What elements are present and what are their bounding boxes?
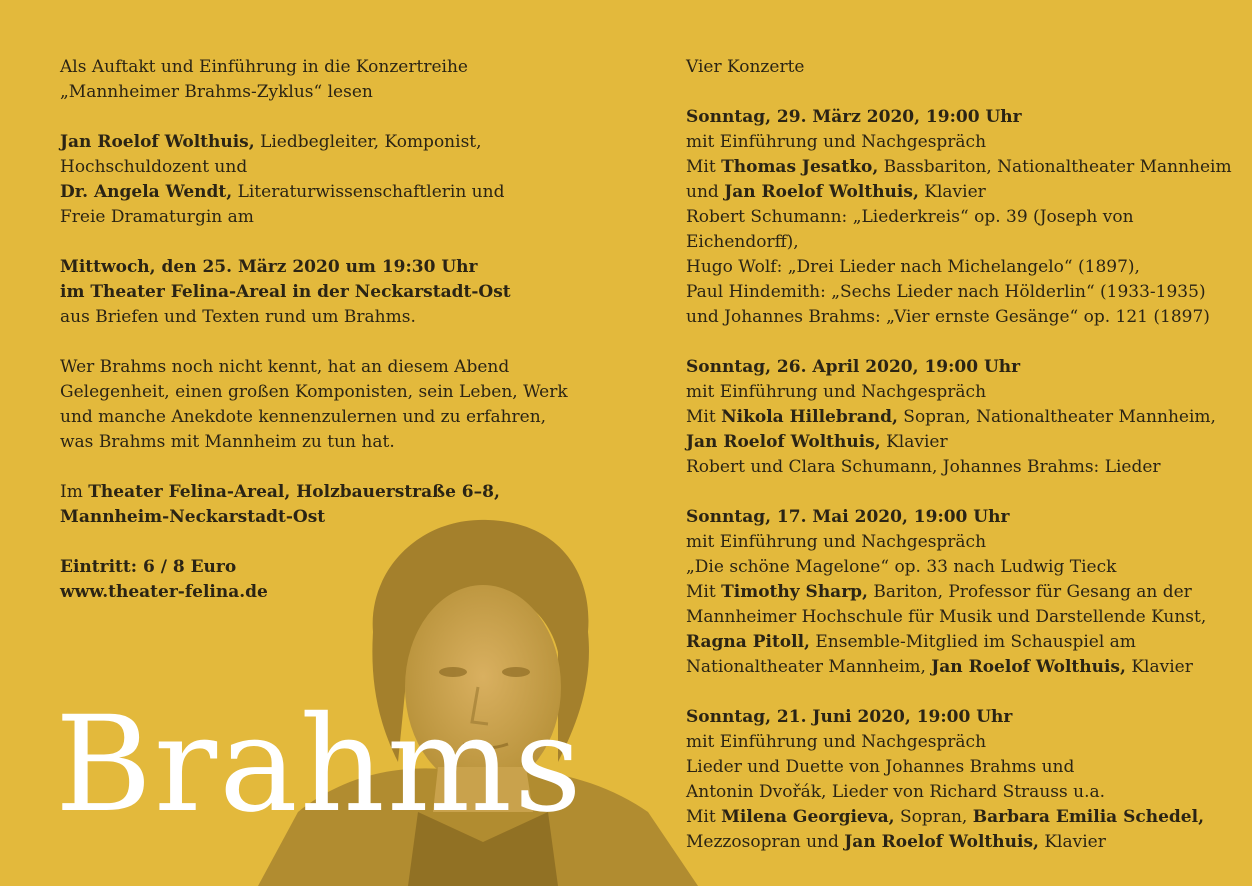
performer-name: Jan Roelof Wolthuis, (844, 832, 1039, 852)
event-description: aus Briefen und Texten rund um Brahms. (60, 307, 416, 327)
concert-2-line: Jan Roelof Wolthuis, Klavier (686, 432, 948, 452)
description-line-4: was Brahms mit Mannheim zu tun hat. (60, 432, 395, 452)
concert-3-line: Mannheimer Hochschule für Musik und Darstellende Kunst, (686, 607, 1207, 627)
venue-prefix: Im (60, 482, 89, 502)
concert-4-line: mit Einführung und Nachgespräch (686, 732, 987, 752)
concert-3-line: Ragna Pitoll, Ensemble-Mitglied im Schauspiel am (686, 632, 1136, 652)
concert-3-date: Sonntag, 17. Mai 2020, 19:00 Uhr (686, 507, 1010, 527)
performer-name: Nikola Hillebrand, (721, 407, 898, 427)
concert-1-line: Hugo Wolf: „Drei Lieder nach Michelangelo“ (1897), (686, 257, 1140, 277)
speaker-1-name: Jan Roelof Wolthuis, (60, 132, 255, 152)
venue-line-1 (60, 480, 580, 505)
brahms-title: Brahms (55, 688, 584, 842)
concert-2-line: Mit Nikola Hillebrand, Sopran, Nationaltheater Mannheim, (686, 407, 1216, 427)
concert-1-line: Paul Hindemith: „Sechs Lieder nach Hölderlin“ (1933-1935) (686, 282, 1206, 302)
venue-address: Theater Felina-Areal, Holzbauerstraße 6–8, (88, 482, 500, 502)
speaker-2-role: Literaturwissenschaftlerin und (232, 182, 505, 202)
event-date-text: Mittwoch, den 25. März 2020 um 19:30 Uhr (60, 257, 478, 277)
concert-2 (686, 355, 1246, 480)
concert-4-line: Mezzosopran und Jan Roelof Wolthuis, Klavier (686, 832, 1106, 852)
concert-4-date: Sonntag, 21. Juni 2020, 19:00 Uhr (686, 707, 1013, 727)
description-line-3: und manche Anekdote kennenzulernen und zu erfahren, (60, 407, 547, 427)
speaker-1-role-2: Hochschuldozent und (60, 157, 248, 177)
concert-1-line: und Johannes Brahms: „Vier ernste Gesänge“ op. 121 (1897) (686, 307, 1210, 327)
performer-name: Milena Georgieva, (721, 807, 895, 827)
performer-name: Ragna Pitoll, (686, 632, 810, 652)
website-link[interactable] (60, 580, 580, 605)
concert-3-line: „Die schöne Magelone“ op. 33 nach Ludwig Tieck (686, 557, 1117, 577)
concert-3-line: Mit Timothy Sharp, Bariton, Professor für Gesang an der (686, 582, 1192, 602)
venue-district: Mannheim-Neckarstadt-Ost (60, 507, 326, 527)
concert-1-line: Mit Thomas Jesatko, Bassbariton, Nationaltheater Mannheim (686, 157, 1232, 177)
concert-4-line: Lieder und Duette von Johannes Brahms und (686, 757, 1075, 777)
admission-text: Eintritt: 6 / 8 Euro (60, 557, 237, 577)
concert-1 (686, 105, 1246, 330)
intro-line-2: „Mannheimer Brahms-Zyklus“ lesen (60, 82, 373, 102)
performer-name: Timothy Sharp, (721, 582, 868, 602)
admission (60, 555, 580, 580)
concert-1-line: und Jan Roelof Wolthuis, Klavier (686, 182, 986, 202)
speaker-2 (60, 180, 580, 205)
venue-line-2 (60, 505, 580, 530)
performer-name: Jan Roelof Wolthuis, (724, 182, 919, 202)
concert-2-line: mit Einführung und Nachgespräch (686, 382, 987, 402)
concerts-heading: Vier Konzerte (686, 57, 805, 77)
concert-4-line: Mit Milena Georgieva, Sopran, Barbara Emilia Schedel, (686, 807, 1205, 827)
performer-name: Jan Roelof Wolthuis, (686, 432, 881, 452)
event-place (60, 280, 580, 305)
speaker-2-role-2: Freie Dramaturgin am (60, 207, 254, 227)
right-column (686, 55, 1246, 855)
event-place-text: im Theater Felina-Areal in der Neckarstadt-Ost (60, 282, 511, 302)
speaker-1-role: Liedbegleiter, Komponist, (254, 132, 482, 152)
performer-name: Thomas Jesatko, (721, 157, 879, 177)
concert-3 (686, 505, 1246, 680)
speaker-1 (60, 130, 580, 155)
concert-2-date: Sonntag, 26. April 2020, 19:00 Uhr (686, 357, 1021, 377)
description-line-2: Gelegenheit, einen großen Komponisten, sein Leben, Werk (60, 382, 568, 402)
concert-4 (686, 705, 1246, 855)
event-date (60, 255, 580, 280)
concert-1-line: mit Einführung und Nachgespräch (686, 132, 987, 152)
performer-name: Barbara Emilia Schedel, (972, 807, 1205, 827)
left-column (60, 55, 580, 605)
concert-3-line: mit Einführung und Nachgespräch (686, 532, 987, 552)
concert-1-line: Robert Schumann: „Liederkreis“ op. 39 (Joseph von Eichendorff), (686, 207, 1134, 252)
performer-name: Jan Roelof Wolthuis, (931, 657, 1126, 677)
speaker-2-name: Dr. Angela Wendt, (60, 182, 233, 202)
description-line-1: Wer Brahms noch nicht kennt, hat an diesem Abend (60, 357, 510, 377)
concert-4-line: Antonin Dvořák, Lieder von Richard Strauss u.a. (686, 782, 1106, 802)
concert-3-line: Nationaltheater Mannheim, Jan Roelof Wolthuis, Klavier (686, 657, 1193, 677)
website-text[interactable]: www.theater-felina.de (60, 582, 268, 602)
intro-line-1: Als Auftakt und Einführung in die Konzertreihe (60, 57, 468, 77)
concert-1-date: Sonntag, 29. März 2020, 19:00 Uhr (686, 107, 1022, 127)
concert-2-line: Robert und Clara Schumann, Johannes Brahms: Lieder (686, 457, 1161, 477)
